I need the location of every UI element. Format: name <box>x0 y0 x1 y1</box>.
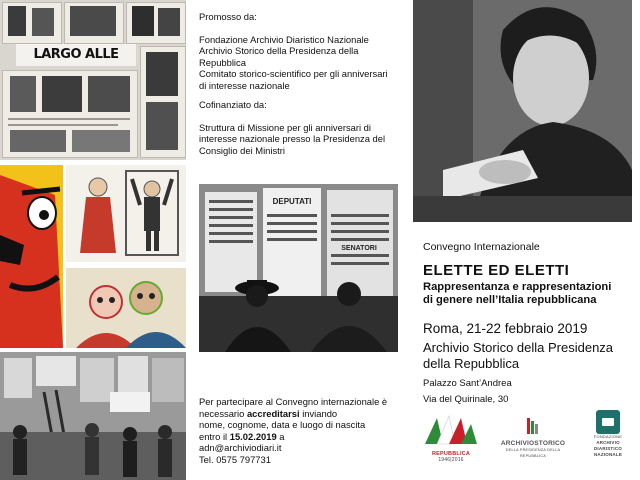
registration-deadline: 15.02.2019 <box>229 430 277 442</box>
registration-line: Per partecipare al Convegno internazionale è <box>199 396 388 407</box>
repubblica-anniversary-logo <box>423 414 479 463</box>
promoters-heading: Promosso da: <box>199 11 257 22</box>
promoter-line: di interesse nazionale <box>199 79 290 91</box>
fondazione-logo-line: FONDAZIONE <box>593 434 623 439</box>
registration-line <box>199 408 404 420</box>
conference-subtitle <box>423 281 633 308</box>
conference-date: Roma, 21-22 febbraio 2019 <box>423 321 588 336</box>
registration-phone: Tel. 0575 797731 <box>199 453 271 465</box>
registration-text: entro il <box>199 430 230 442</box>
subtitle-line: di genere nell’Italia repubblicana <box>423 294 597 307</box>
fondazione-logo-line: ARCHIVIO <box>596 440 620 445</box>
cofunding-line: Struttura di Missione per gli anniversari di <box>199 121 371 133</box>
fondazione-archivio-logo <box>588 410 628 460</box>
registration-text: inviando <box>299 407 338 419</box>
political-poster-face-image <box>0 165 63 348</box>
fondazione-logo-icon <box>596 410 620 434</box>
venue-line: Archivio Storico della Presidenza <box>423 340 614 355</box>
registration-block <box>199 396 404 466</box>
promoter-line: Archivio Storico della Presidenza della <box>199 45 359 57</box>
cofunding-heading: Cofinanziato da: <box>199 99 267 110</box>
promoter-line: Repubblica <box>199 56 246 68</box>
conference-title: ELETTE ED ELETTI <box>423 262 570 279</box>
subtitle-line: Rappresentanza e rappresentazioni <box>423 281 612 293</box>
archivio-storico-logo <box>497 416 569 456</box>
conference-venue <box>423 340 633 372</box>
registration-line: nome, cognome, data e luogo di nascita <box>199 419 366 431</box>
cartoon-group-image <box>66 268 186 348</box>
registration-text: a <box>276 430 285 442</box>
registration-line <box>199 431 404 443</box>
repubblica-logo-years: 1946|2016 <box>438 457 464 463</box>
conference-address: Via del Quirinale, 30 <box>423 394 509 405</box>
conference-palazzo: Palazzo Sant’Andrea <box>423 378 512 389</box>
convegno-type: Convegno Internazionale <box>423 241 540 253</box>
cofunding-line: Consiglio dei Ministri <box>199 144 285 156</box>
venue-line: della Repubblica <box>423 356 520 371</box>
archivio-logo-name: ARCHIVIOSTORICO <box>500 440 566 447</box>
archivio-logo-sub: DELLA PRESIDENZA DELLA REPUBBLICA <box>505 448 561 458</box>
board-sign-senatori: SENATORI <box>341 245 377 252</box>
cofunding-block <box>199 99 399 156</box>
promoter-line: Fondazione Archivio Diaristico Nazionale <box>199 33 369 45</box>
fondazione-logo-line: NAZIONALE <box>593 452 623 457</box>
newspaper-collage-image <box>0 0 186 160</box>
woman-portrait-photo <box>413 0 632 222</box>
newspaper-headline: LARGO ALLE <box>16 44 136 66</box>
registration-accreditarsi: accreditarsi <box>246 407 300 419</box>
election-results-board-photo <box>199 184 398 352</box>
promoter-line: Comitato storico-scientifico per gli anniversari <box>199 68 388 80</box>
fondazione-logo-line: DIARISTICO <box>593 446 622 451</box>
repubblica-logo-text: REPUBBLICA <box>431 451 471 457</box>
board-sign-deputati: DEPUTATI <box>272 197 312 206</box>
registration-text: necessario <box>199 407 247 419</box>
cofunding-line: interesse nazionale presso la Presidenza del <box>199 133 386 145</box>
promoters-block <box>199 11 399 92</box>
cartoon-woman-man-image <box>66 165 186 262</box>
registration-email: adn@archiviodiari.it <box>199 442 282 454</box>
street-poster-wall-photo <box>0 352 186 480</box>
